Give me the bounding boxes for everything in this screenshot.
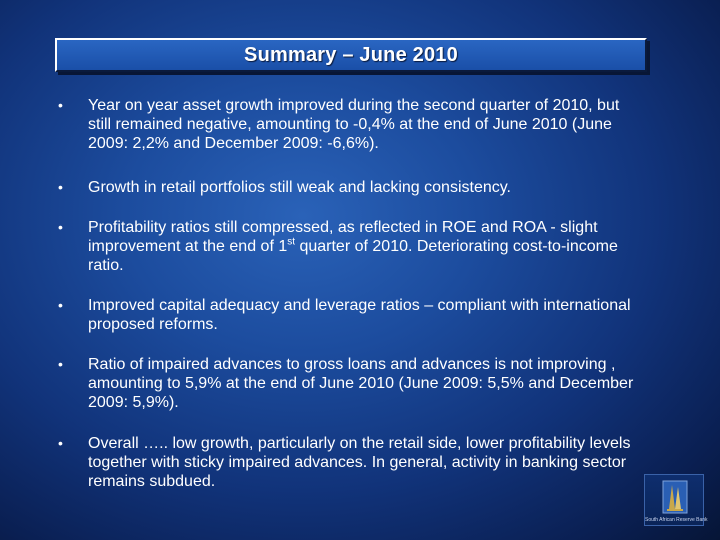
bullet-marker: • xyxy=(58,297,63,313)
bullet-item xyxy=(58,434,638,491)
bullet-text-part: Profitability ratios still compressed, as reflected in ROE and ROA - slight improvement at the end of 1 xyxy=(88,219,598,255)
bullet-text: Growth in retail portfolios still weak and lacking consistency. xyxy=(88,179,511,196)
bullet-marker: • xyxy=(58,219,63,235)
reserve-bank-logo xyxy=(644,474,708,526)
bullet-marker: • xyxy=(58,97,63,113)
logo-caption: South African Reserve Bank xyxy=(645,517,708,523)
slide-title: Summary – June 2010 xyxy=(244,43,458,66)
bullet-text: Improved capital adequacy and leverage ratios – compliant with international proposed reforms. xyxy=(88,297,631,333)
ordinal-superscript: st xyxy=(287,236,296,248)
bullet-item xyxy=(58,96,638,153)
pillars-icon xyxy=(659,479,691,515)
bullet-marker: • xyxy=(58,356,63,372)
bullet-item xyxy=(58,355,638,412)
bullet-item xyxy=(58,296,638,334)
bullet-marker: • xyxy=(58,179,63,195)
bullet-text: Overall ….. low growth, particularly on the retail side, lower profitability levels together with sticky impaired advances. In general, activity in banking sector remains subdued. xyxy=(88,435,631,490)
bullet-item xyxy=(58,218,638,275)
bullet-text-part: quarter of 2010. Deteriorating cost-to-income ratio. xyxy=(88,238,618,274)
bullet-text: Ratio of impaired advances to gross loans and advances is not improving , amounting to 5,9% at the end of June 2010 (June 2009: 5,5% and December 2009: 5,9%). xyxy=(88,356,634,411)
bullet-text: Year on year asset growth improved during the second quarter of 2010, but still remained negative, amounting to -0,4% at the end of June 2010 (June 2009: 2,2% and December 2009: -6,6%). xyxy=(88,97,620,152)
bullet-item xyxy=(58,178,638,197)
title-bar xyxy=(55,38,647,72)
bullet-text xyxy=(88,218,638,275)
bullet-marker: • xyxy=(58,435,63,451)
